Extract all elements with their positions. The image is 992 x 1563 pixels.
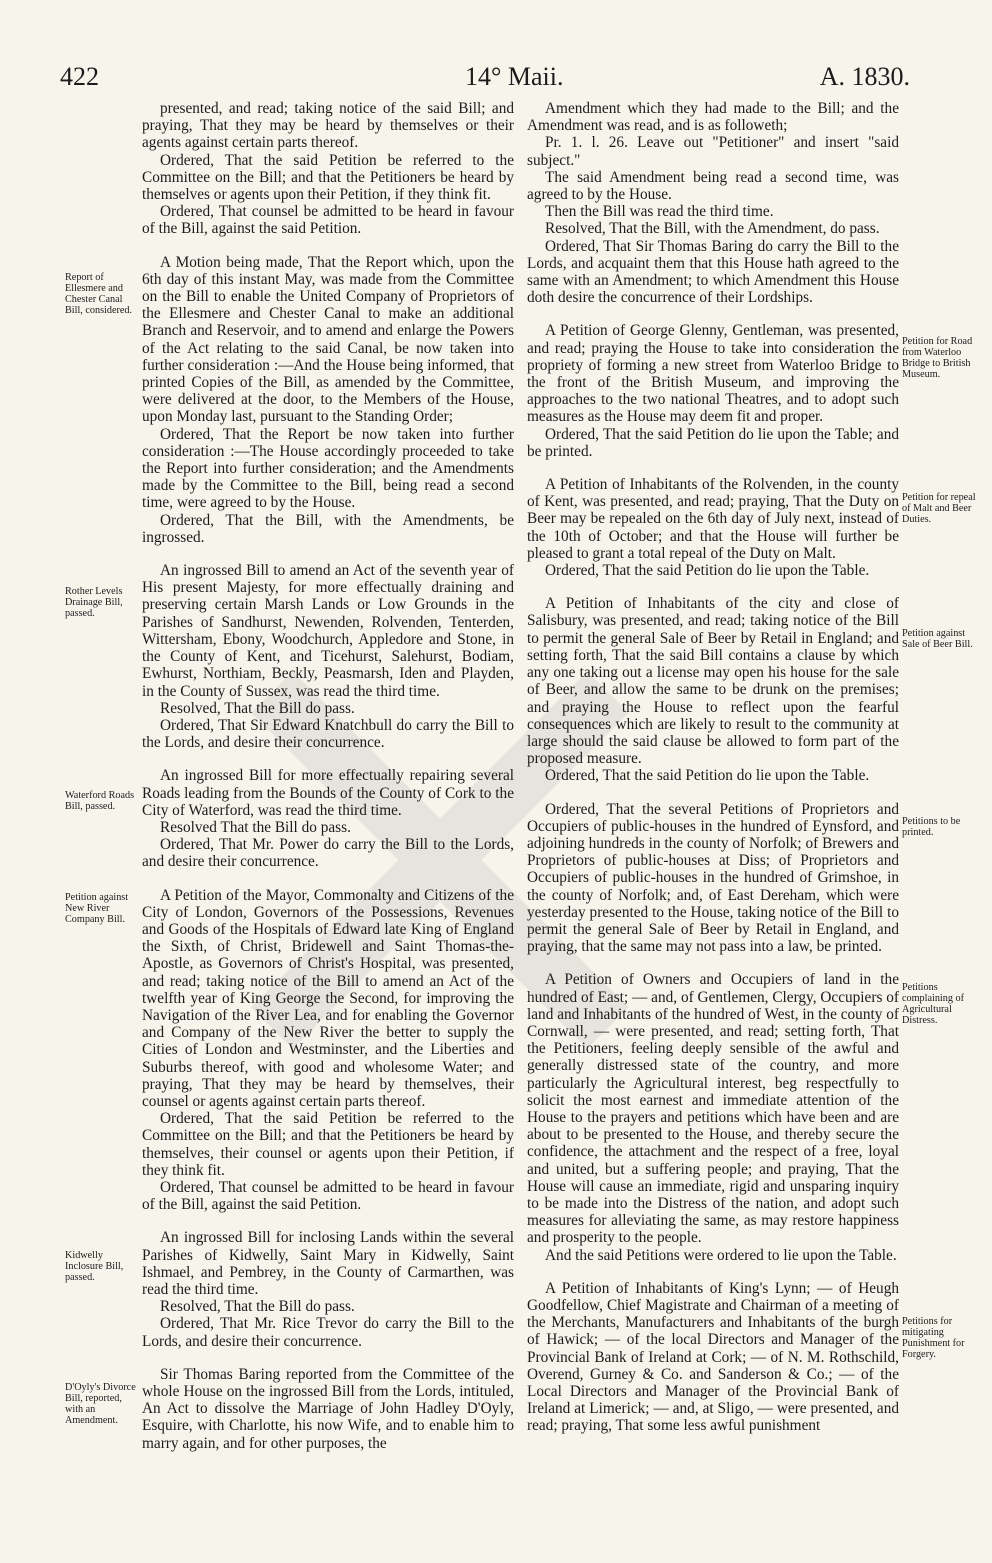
paragraph: Resolved, That the Bill do pass. (160, 1298, 355, 1316)
margin-note: Petition against New River Company Bill. (65, 892, 129, 925)
paragraph-gap (527, 955, 899, 971)
paragraph: Sir Thomas Baring reported from the Committee of the whole House on the ingrossed Bill from the Lords, intituled, An Act to dissolve the Marriage of John Hadley D'Oyly, Esquire, with Charlotte, his now Wife, and to enable him to marry again, and for other purposes, the (142, 1365, 514, 1452)
margin-note: Petitions to be printed. (902, 816, 961, 838)
paragraph: And the said Petitions were ordered to lie upon the Table. (545, 1246, 897, 1264)
paragraph: A Petition of the Mayor, Commonalty and Citizens of the City of London, Governors of the Possessions, Revenues and Goods of the Hospitals of Edward late King of England the Sixth, of Christ, Bridewell and Saint Thomas-the-Apostle, as Governors of Christ's Hospital, was presented, and read; taking notice of the Bill to amend an Act of the twelfth year of King George the Second, for improving the Navigation of the River Lea, and for enabling the Governor and Company of the New River the better to supply the Cities of London and Westminster, and the Liberties and Suburbs thereof, with good and wholesome Water; and praying, That they may be heard by themselves, their counsel or agents against certain parts thereof. (142, 886, 514, 1110)
paragraph: Then the Bill was read the third time. (545, 203, 774, 221)
paragraph: A Motion being made, That the Report which, upon the 6th day of this instant May, was made from the Committee on the Bill to enable the United Company of Proprietors of the Ellesmere and Chester Canal to make an additional Branch and Reservoir, and to amend and enlarge the Powers of the Act relating to the said Canal, be now taken into further consideration :—And the House being informed, that printed Copies of the Bill, as amended by the Committee, were delivered at the door, to the Members of the House, upon Monday last, pursuant to the Standing Order; (142, 253, 514, 426)
margin-note: Petitions for mitigating Punishment for Forgery. (902, 1316, 965, 1360)
margin-note: Kidwelly Inclosure Bill, passed. (65, 1250, 124, 1283)
header-date: 14° Maii. (465, 62, 564, 91)
paragraph: A Petition of Inhabitants of King's Lynn; — of Heugh Goodfellow, Chief Magistrate and Chairman of a meeting of the Merchants, Manufacturers and Inhabitants of the burgh of Hawick; — of the local Directors and Manager of the Provincial Bank of Ireland at Cork; — of N. M. Rothschild, Overend, Gurney & Co. and Sanderson & Co.; — of the Local Directors and Manager of the Provincial Bank of Ireland at Limerick; — and, at Sligo, — were presented, and read; praying, That some less awful punishment (527, 1279, 899, 1435)
paragraph: Ordered, That the said Petition do lie upon the Table. (545, 562, 870, 580)
paragraph-gap (142, 1213, 514, 1229)
paragraph-gap (527, 306, 899, 322)
paragraph: Ordered, That the said Petition be referred to the Committee on the Bill; and that the Petitioners be heard by themselves or agents upon their Petition, if they think fit. (142, 151, 514, 204)
paragraph: Amendment which they had made to the Bill; and the Amendment was read, and is as followeth; (527, 100, 899, 135)
margin-note: Rother Levels Drainage Bill, passed. (65, 586, 123, 619)
paragraph: Ordered, That counsel be admitted to be heard in favour of the Bill, against the said Petition. (142, 1178, 514, 1214)
paragraph: Resolved, That the Bill, with the Amendment, do pass. (545, 220, 880, 238)
paragraph: Ordered, That the Report be now taken into further consideration :—The House accordingly proceeded to take the Report into further consideration; and the Amendments made by the Committee to the Bill, being read a second time, were agreed to by the House. (142, 425, 514, 512)
paragraph-gap (527, 579, 899, 595)
paragraph: Ordered, That the said Petition do lie upon the Table. (545, 767, 870, 785)
margin-note: Waterford Roads Bill, passed. (65, 790, 135, 812)
paragraph: An ingrossed Bill for more effectually repairing several Roads leading from the Bounds of the County of Cork to the City of Waterford, was read the third time. (142, 767, 514, 819)
paragraph-gap (142, 238, 514, 254)
paragraph: A Petition of Inhabitants of the city and close of Salisbury, was presented, and read; taking notice of the Bill to permit the general Sale of Beer by Retail in England; and setting forth, That the said Bill contains a clause by which any one taking out a license may open his house for the sale of Beer, and allow the same to be drunk on the premises; and praying the House to reflect upon the fearful consequences which are likely to result to the community at large should the said clause be allowed to form part of the proposed measure. (527, 595, 899, 768)
paragraph: A Petition of Owners and Occupiers of land in the hundred of East; — and, of Gentlemen, Clergy, Occupiers of land and Inhabitants of the hundred of West, in the county of Cornwall, — were presented, and read; setting forth, That the Petitioners, feeling deeply sensible of the awful and generally distressed state of the country, and more particularly the Agricultural interest, beg respectfully to solicit the most earnest and immediate attention of the House to the prayers and petitions which have been and are about to be presented to the House, and thereby secure the confidence, the attachment and the respect of a free, loyal and united, but a suffering people; and praying, That the House will cause an immediate, rigid and unsparing inquiry to be made into the Distress of the nation, and adopt such measures for alleviating the same, as may restore happiness and prosperity to the people. (527, 971, 899, 1247)
paragraph: Resolved That the Bill do pass. (160, 818, 351, 836)
paragraph-gap (142, 751, 514, 767)
paragraph: Ordered, That Mr. Power do carry the Bill to the Lords, and desire their concurrence. (142, 836, 514, 871)
paragraph-gap (142, 871, 514, 887)
page-header (60, 62, 910, 102)
page-number: 422 (60, 62, 99, 91)
margin-note: Petition against Sale of Beer Bill. (902, 628, 973, 650)
paragraph: Ordered, That the several Petitions of Proprietors and Occupiers of public-houses in the hundred of Eynsford, and adjoining hundreds in the county of Norfolk; of Brewers and Proprietors of public-houses at Diss; of Proprietors and Occupiers of public-houses in the hundred of Grimshoe, in the county of Norfolk; and, of East Dereham, which were yesterday presented to the House, taking notice of the Bill to permit the general Sale of Beer by Retail in England, and praying, that the same may not pass into a law, be printed. (527, 800, 899, 956)
paragraph: The said Amendment being read a second time, was agreed to by the House. (527, 168, 899, 204)
left-column (142, 100, 514, 1452)
header-year: A. 1830. (819, 62, 910, 91)
paragraph: An ingrossed Bill to amend an Act of the seventh year of His present Majesty, for more effectually draining and preserving certain Marsh Lands or Low Grounds in the Parishes of Sandhurst, Newenden, Rolvenden, Tenterden, Wittersham, Ebony, Woodchurch, Appledore and Stone, in the County of Kent, and Ticehurst, Salehurst, Bodiam, Ewhurst, Northiam, Beckly, Peasmarsh, Iden and Playden, in the County of Sussex, was read the third time. (142, 562, 514, 700)
paragraph: An ingrossed Bill for inclosing Lands within the several Parishes of Kidwelly, Saint Mary in Kidwelly, Saint Ishmael, and Pembrey, in the County of Carmarthen, was read the third time. (142, 1229, 514, 1298)
paragraph: Ordered, That the said Petition be referred to the Committee on the Bill; and that the Petitioners be heard by themselves, their counsel or agents upon their Petition, if they think fit. (142, 1110, 514, 1179)
margin-note: Petitions complaining of Agricultural Distress. (902, 982, 964, 1026)
paragraph-gap (527, 785, 899, 801)
paragraph: Ordered, That Sir Edward Knatchbull do carry the Bill to the Lords, and desire their concurrence. (142, 716, 514, 752)
margin-note: Petition for Road from Waterloo Bridge to British Museum. (902, 336, 973, 380)
margin-note: Petition for repeal of Malt and Beer Duties. (902, 492, 976, 525)
paragraph: Ordered, That the said Petition do lie upon the Table; and be printed. (527, 425, 899, 460)
paragraph: A Petition of Inhabitants of the Rolvenden, in the county of Kent, was presented, and read; praying, That the Duty on Beer may be repealed on the 6th day of July next, instead of the 10th of October; and that the House will further be pleased to grant a total repeal of the Duty on Malt. (527, 476, 899, 562)
paragraph: Resolved, That the Bill do pass. (160, 699, 355, 717)
paragraph: Ordered, That counsel be admitted to be heard in favour of the Bill, against the said Petition. (142, 203, 514, 238)
paragraph-gap (142, 546, 514, 562)
paragraph: Ordered, That Mr. Rice Trevor do carry the Bill to the Lords, and desire their concurrence. (142, 1315, 514, 1350)
margin-note: D'Oyly's Divorce Bill, reported, with an Amendment. (65, 1382, 136, 1426)
paragraph: Ordered, That Sir Thomas Baring do carry the Bill to the Lords, and acquaint them that this House hath agreed to the same with an Amendment; to which Amendment this House doth desire the concurrence of their Lordships. (527, 237, 899, 307)
paragraph-gap (527, 460, 899, 476)
paragraph: A Petition of George Glenny, Gentleman, was presented, and read; praying the House to take into consideration the propriety of forming a new street from Waterloo Bridge to the front of the British Museum, and improving the approaches to the two national Theatres, and to adopt such measures as the House may deem fit and proper. (527, 322, 899, 426)
right-column (527, 100, 899, 1435)
margin-note: Report of Ellesmere and Chester Canal Bill, considered. (65, 272, 133, 316)
paragraph-gap (142, 1350, 514, 1366)
paragraph: Ordered, That the Bill, with the Amendments, be ingrossed. (142, 511, 514, 546)
paragraph-gap (527, 1264, 899, 1280)
paragraph: presented, and read; taking notice of the said Bill; and praying, That they may be heard by themselves or their agents against certain parts thereof. (142, 100, 514, 152)
paragraph: Pr. 1. l. 26. Leave out "Petitioner" and insert "said subject." (527, 134, 899, 169)
